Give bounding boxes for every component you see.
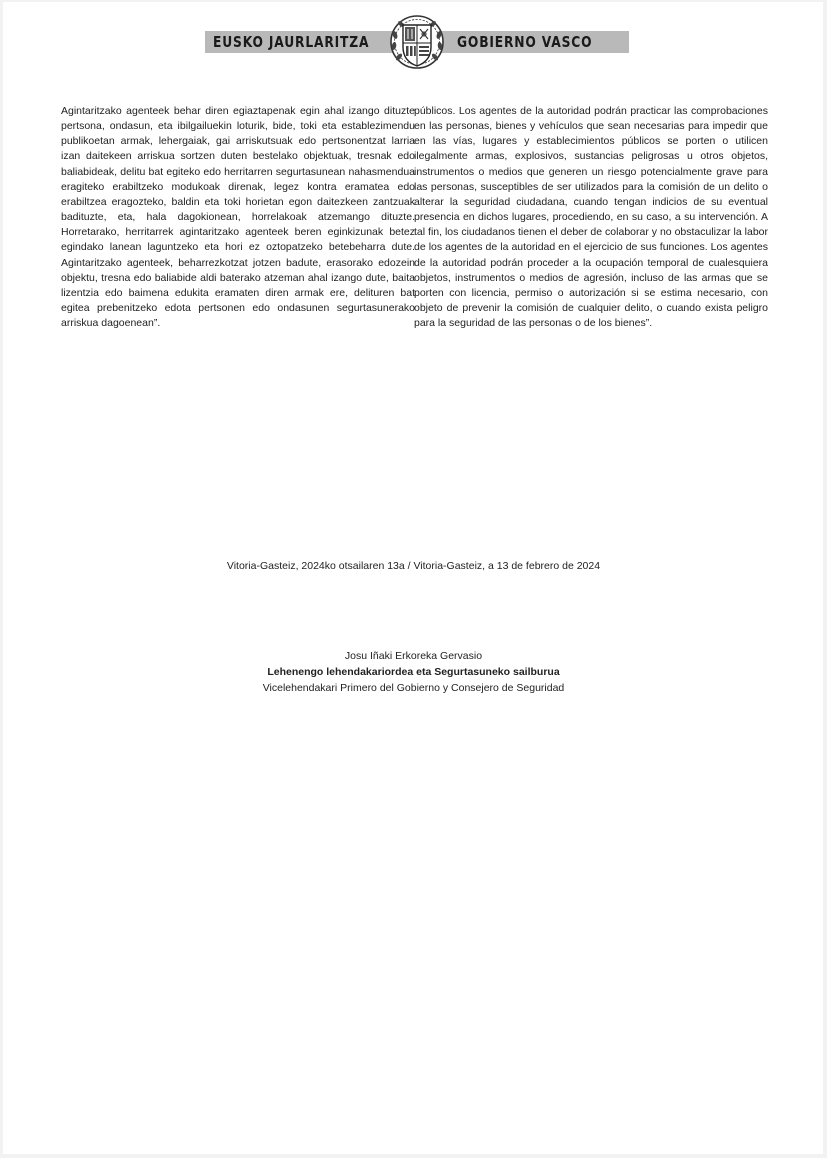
letterhead-basque-name: EUSKO JAURLARITZA: [213, 33, 370, 51]
place-date-line: Vitoria-Gasteiz, 2024ko otsailaren 13a / Vitoria-Gasteiz, a 13 de febrero de 2024: [226, 560, 601, 572]
signatory-name: Josu Iñaki Erkoreka Gervasio: [344, 650, 483, 662]
signatory-title-spanish: Vicelehendakari Primero del Gobierno y Consejero de Seguridad: [262, 682, 565, 694]
signatory-title-basque: Lehenengo lehendakariordea eta Segurtasuneko sailburua: [267, 666, 560, 678]
basque-text-column: Agintaritzako agenteek behar diren egiaztapenak egin ahal izango dituzte pertsona, ondasun, eta ibilgailuekin loturik, bide, toki eta establezimendu publikoetan armak, lehergaiak, gai arriskutsuak edo pertsonentzat larria izan daitekeen arriskua sortzen duten bestelako objektuak, tresnak edo baliabideak, delitu bat egiteko edo herritarren segurtasunean nahasmendua eragiteko erabiltzeko modukoak direnak, legez kontra eramatea edo erabiltzea eragozteko, baldin eta toki horietan egon daitezkeen zantzuak badituzte, eta, hala dagokionean, horrelakoak atzemango dituzte. Horretarako, herritarrek agintaritzako agenteek beren eginkizunak betez egindako lanean laguntzeko eta hori ez oztopatzeko betebeharra dute. Agintaritzako agenteek, beharrezkotzat jotzen badute, erasorako edozein objektu, tresna edo baliabide aldi baterako atzeman ahal izango dute, baita lizentzia edo baimena edukita eramaten diren armak ere, delituren bat egitea prebenitzeko edota pertsonen edo ondasunen segurtasunerako arriskua dagoenean”.: [61, 105, 415, 330]
spanish-text-column: públicos. Los agentes de la autoridad podrán practicar las comprobaciones en las personas, bienes y vehículos que sean necesarias para impedir que en las vías, lugares y establecimientos públicos se porten o utilicen ilegalmente armas, explosivos, sustancias peligrosas u otros objetos, instrumentos o medios que generen un riesgo potencialmente grave para las personas, susceptibles de ser utilizados para la comisión de un delito o alterar la seguridad ciudadana, cuando tengan indicios de su eventual presencia en dichos lugares, procediendo, en su caso, a su intervención. A tal fin, los ciudadanos tienen el deber de colaborar y no obstaculizar la labor de los agentes de la autoridad en el ejercicio de sus funciones. Los agentes de la autoridad podrán proceder a la ocupación temporal de cualesquiera objetos, instrumentos o medios de agresión, incluso de las armas que se porten con licencia, permiso o autorización si se estima necesario, con objeto de prevenir la comisión de cualquier delito, o cuando exista peligro para la seguridad de las personas o de los bienes”.: [414, 105, 768, 330]
letterhead-spanish-name: GOBIERNO VASCO: [457, 33, 593, 51]
basque-government-crest-icon: [389, 13, 445, 71]
